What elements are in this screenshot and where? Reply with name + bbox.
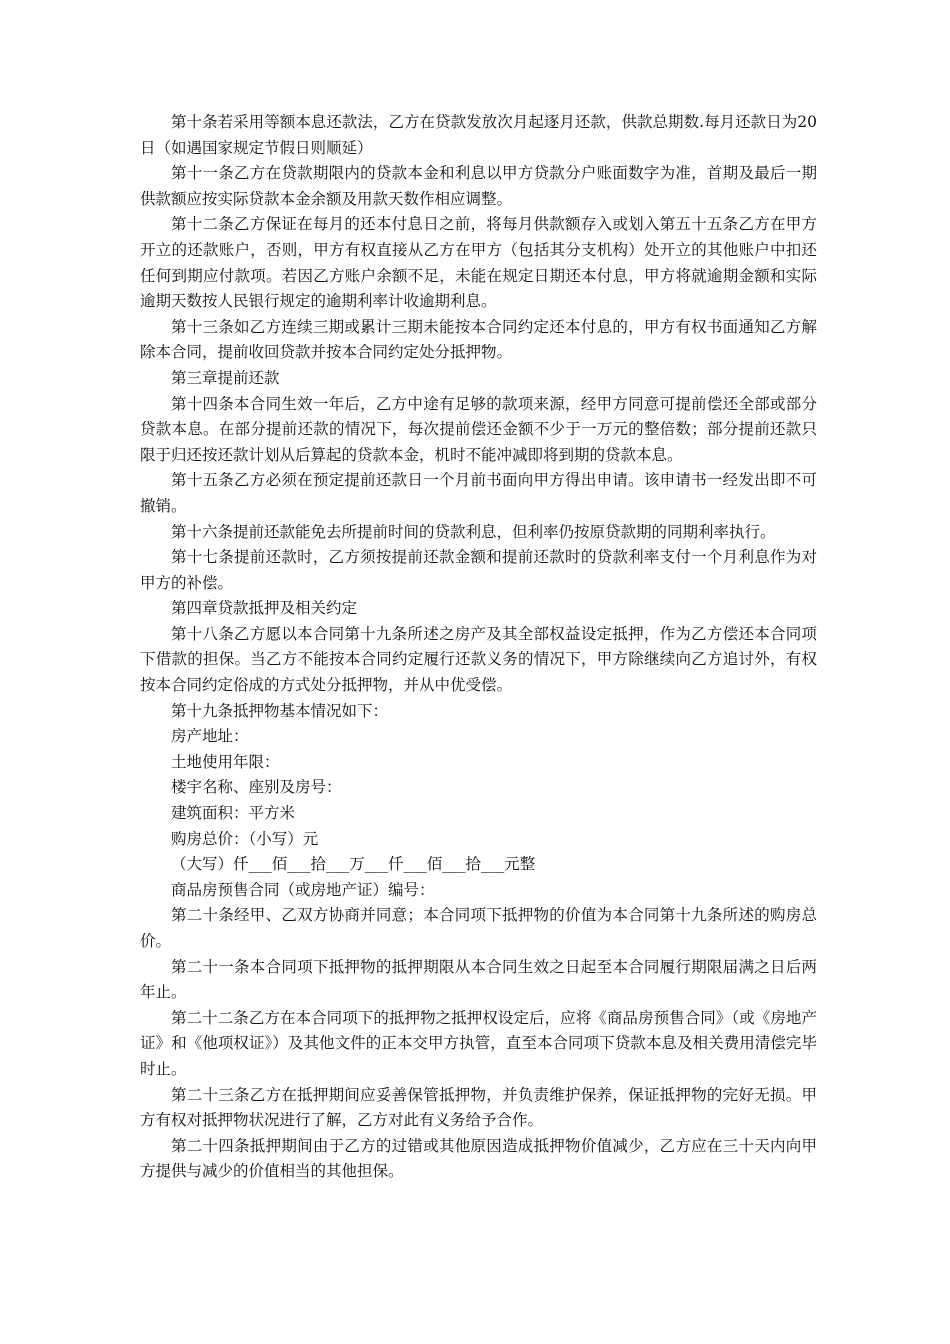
chapter-4-heading: 第四章贷款抵押及相关约定 <box>171 599 358 618</box>
clause-19: 第十九条抵押物基本情况如下： <box>171 701 389 720</box>
field-total-price-lowercase: 购房总价：（小写）元 <box>171 829 319 848</box>
clause-22: 第二十二条乙方在本合同项下的抵押物之抵押权设定后，应将《商品房预售合同》（或《房地产证》和《他项权证》）及其他文件的正本交甲方执管，直至本合同项下贷款本息及相关费用清偿完毕时止。 <box>140 1008 817 1078</box>
clause-23: 第二十三条乙方在抵押期间应妥善保管抵押物，并负责维护保养，保证抵押物的完好无损。甲方有权对抵押物状况进行了解，乙方对此有义务给予合作。 <box>140 1085 817 1130</box>
field-property-address: 房产地址： <box>171 727 249 746</box>
field-land-use-term: 土地使用年限： <box>171 752 280 771</box>
field-total-price-uppercase: （大写）仟___佰___拾___万___仟___佰___拾___元整 <box>171 855 536 874</box>
clause-14: 第十四条本合同生效一年后，乙方中途有足够的款项来源，经甲方同意可提前偿还全部或部分贷款本息。在部分提前还款的情况下，每次提前偿还金额不少于一万元的整倍数；部分提前还款只限于归还按还款计划从后算起的贷款本金，机时不能冲减即将到期的贷款本息。 <box>140 394 817 464</box>
clause-24: 第二十四条抵押期间由于乙方的过错或其他原因造成抵押物价值减少，乙方应在三十天内向甲方提供与减少的价值相当的其他担保。 <box>140 1136 817 1181</box>
document-body <box>140 110 817 1185</box>
field-floor-area: 建筑面积：平方米 <box>171 804 296 823</box>
clause-10: 第十条若采用等额本息还款法，乙方在贷款发放次月起逐月还款，供款总期数.每月还款日为20日（如遇国家规定节假日则顺延） <box>140 113 817 157</box>
field-contract-number: 商品房预售合同（或房地产证）编号： <box>171 880 435 899</box>
clause-18: 第十八条乙方愿以本合同第十九条所述之房产及其全部权益设定抵押，作为乙方偿还本合同项下借款的担保。当乙方不能按本合同约定履行还款义务的情况下，甲方除继续向乙方追讨外，有权按本合同约定俗成的方式处分抵押物，并从中优受偿。 <box>140 624 817 695</box>
chapter-3-heading: 第三章提前还款 <box>171 368 280 387</box>
clause-12: 第十二条乙方保证在每月的还本付息日之前，将每月供款额存入或划入第五十五条乙方在甲方开立的还款账户，否则，甲方有权直接从乙方在甲方（包括其分支机构）处开立的其他账户中扣还任何到期应付款项。若因乙方账户余额不足，未能在规定日期还本付息，甲方将就逾期金额和实际逾期天数按人民银行规定的逾期利率计收逾期利息。 <box>140 215 817 311</box>
clause-17: 第十七条提前还款时，乙方须按提前还款金额和提前还款时的贷款利率支付一个月利息作为对甲方的补偿。 <box>140 548 817 592</box>
clause-15: 第十五条乙方必须在预定提前还款日一个月前书面向甲方得出申请。该申请书一经发出即不可撤销。 <box>140 471 817 515</box>
clause-11: 第十一条乙方在贷款期限内的贷款本金和利息以甲方贷款分户账面数字为准，首期及最后一期供款额应按实际贷款本金余额及用款天数作相应调整。 <box>140 164 817 208</box>
field-building-name: 楼宇名称、座别及房号： <box>171 778 342 797</box>
clause-21: 第二十一条本合同项下抵押物的抵押期限从本合同生效之日起至本合同履行期限届满之日后两年止。 <box>140 957 817 1002</box>
clause-20: 第二十条经甲、乙双方协商并同意；本合同项下抵押物的价值为本合同第十九条所述的购房总价。 <box>140 906 817 950</box>
clause-16: 第十六条提前还款能免去所提前时间的贷款利息，但利率仍按原贷款期的同期利率执行。 <box>171 522 776 541</box>
clause-13: 第十三条如乙方连续三期或累计三期未能按本合同约定还本付息的，甲方有权书面通知乙方解除本合同，提前收回贷款并按本合同约定处分抵押物。 <box>140 317 817 362</box>
